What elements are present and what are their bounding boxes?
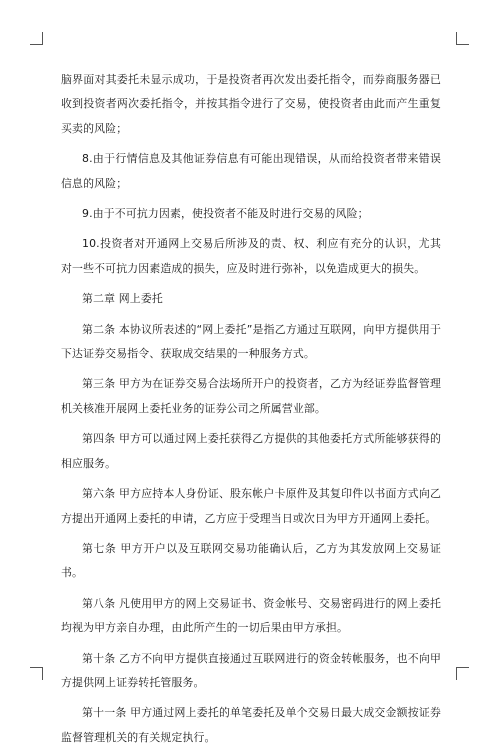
crop-mark-bottom-right [456, 667, 469, 680]
chapter-heading: 第二章 网上委托 [82, 292, 163, 306]
crop-mark-top-right [456, 32, 469, 45]
article-2: 第二条 本协议所表述的“网上委托”是指乙方通过互联网，向甲方提供用于下达证券交易指令、获取成交结果的一种服务方式。 [61, 322, 441, 361]
document-body [61, 68, 441, 750]
paragraph-risk-10: 10.投资者对开通网上交易后所涉及的责、权、利应有充分的认识，尤其对一些不可抗力因素造成的损失，应及时进行弥补，以免造成更大的损失。 [61, 237, 441, 275]
paragraph-risk-9: 9.由于不可抗力因素，使投资者不能及时进行交易的风险； [82, 207, 369, 221]
paragraph-risk-8: 8.由于行情信息及其他证券信息有可能出现错误，从而给投资者带来错误信息的风险； [61, 152, 441, 190]
article-8: 第八条 凡使用甲方的网上交易证书、资金帐号、交易密码进行的网上委托均视为甲方亲自办理，由此所产生的一切后果由甲方承担。 [61, 596, 441, 635]
article-4: 第四条 甲方可以通过网上委托获得乙方提供的其他委托方式所能够获得的相应服务。 [61, 432, 441, 470]
article-10: 第十条 乙方不向甲方提供直接通过互联网进行的资金转帐服务，也不向甲方提供网上证券转托管服务。 [61, 651, 441, 689]
article-6: 第六条 甲方应持本人身份证、股东帐户卡原件及其复印件以书面方式向乙方提出开通网上委托的申请，乙方应于受理当日或次日为甲方开通网上委托。 [61, 487, 441, 525]
paragraph-continued-risk: 脑界面对其委托未显示成功，于是投资者再次发出委托指令，而券商服务器已收到投资者两次委托指令，并按其指令进行了交易，使投资者由此而产生重复买卖的风险； [61, 73, 441, 135]
crop-mark-bottom-left [30, 667, 43, 680]
article-3: 第三条 甲方为在证券交易合法场所开户的投资者，乙方为经证券监督管理机关核准开展网上委托业务的证券公司之所属营业部。 [61, 377, 441, 415]
crop-mark-top-left [30, 32, 43, 45]
article-11: 第十一条 甲方通过网上委托的单笔委托及单个交易日最大成交金额按证券监督管理机关的有关规定执行。 [61, 706, 441, 744]
article-7: 第七条 甲方开户以及互联网交易功能确认后，乙方为其发放网上交易证书。 [61, 541, 441, 580]
